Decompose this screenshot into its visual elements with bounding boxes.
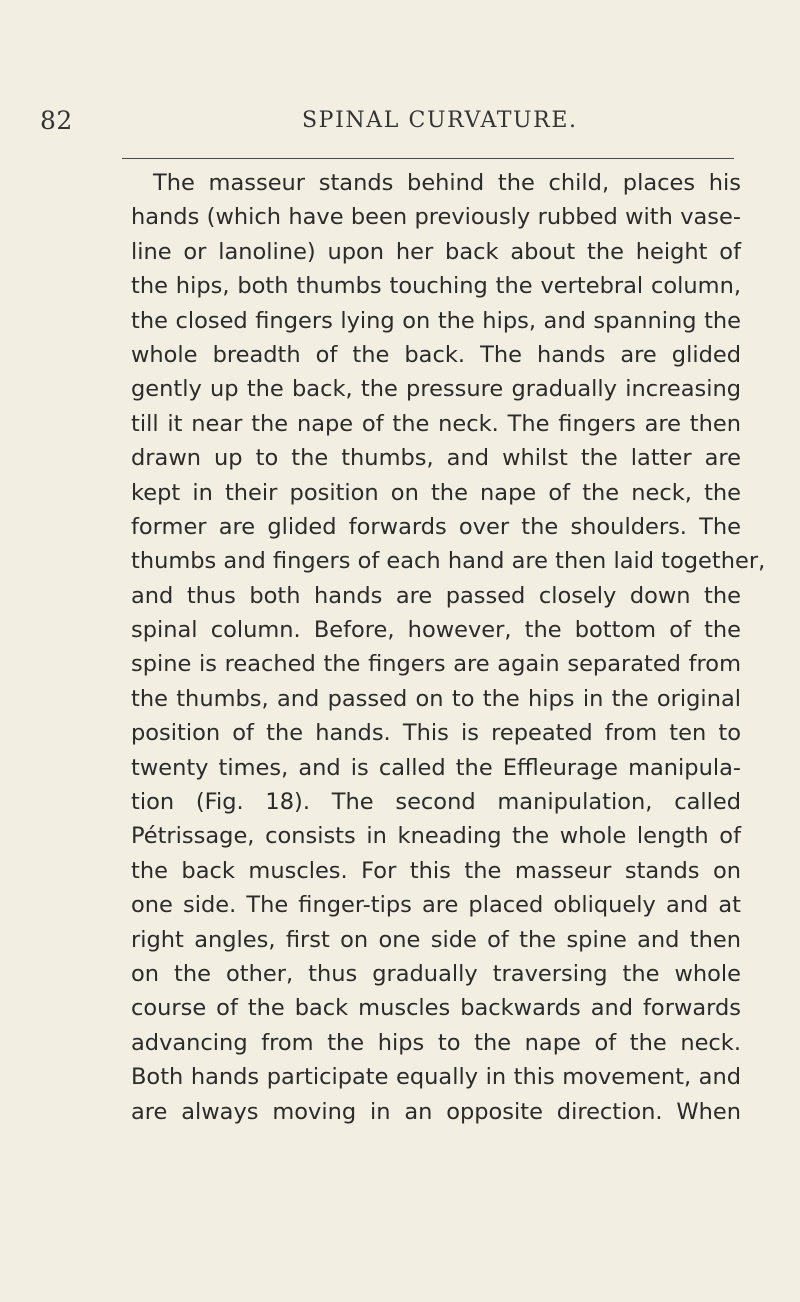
text-line: are always moving in an opposite direction. When xyxy=(131,1098,741,1125)
text-line: on the other, thus gradually traversing the whole xyxy=(131,960,741,987)
text-line: and thus both hands are passed closely down the xyxy=(131,582,741,609)
body-paragraph xyxy=(131,166,766,1129)
text-line: The masseur stands behind the child, places his xyxy=(153,170,741,196)
text-line: the back muscles. For this the masseur stands on xyxy=(131,857,741,884)
running-title: SPINAL CURVATURE. xyxy=(302,108,578,133)
text-line: thumbs and fingers of each hand are then laid together, xyxy=(131,548,766,575)
text-line: one side. The finger-tips are placed obliquely and at xyxy=(131,892,741,919)
page-number: 82 xyxy=(40,106,73,135)
text-line: right angles, first on one side of the spine and then xyxy=(131,926,741,953)
text-line: line or lanoline) upon her back about the height of xyxy=(131,238,741,265)
text-line: Pétrissage, consists in kneading the whole length of xyxy=(131,823,741,850)
text-line: advancing from the hips to the nape of the neck. xyxy=(131,1029,741,1056)
text-line: tion (Fig. 18). The second manipulation, called xyxy=(131,789,741,816)
header-rule xyxy=(122,158,734,159)
text-line: whole breadth of the back. The hands are glided xyxy=(131,341,741,368)
text-line: gently up the back, the pressure gradually increasing xyxy=(131,376,741,403)
text-line: Both hands participate equally in this movement, and xyxy=(131,1064,741,1091)
text-line: hands (which have been previously rubbed with vase- xyxy=(131,204,741,231)
text-line: the hips, both thumbs touching the vertebral column, xyxy=(131,273,741,300)
text-line: spine is reached the fingers are again separated from xyxy=(131,651,741,678)
text-line: drawn up to the thumbs, and whilst the latter are xyxy=(131,445,741,472)
text-line: twenty times, and is called the Effleurage manipula- xyxy=(131,754,741,781)
text-line: position of the hands. This is repeated from ten to xyxy=(131,720,741,747)
text-line: the thumbs, and passed on to the hips in the original xyxy=(131,685,741,712)
text-line: course of the back muscles backwards and forwards xyxy=(131,995,741,1022)
text-line: the closed fingers lying on the hips, and spanning the xyxy=(131,307,741,334)
text-line: spinal column. Before, however, the bottom of the xyxy=(131,617,741,644)
text-line: till it near the nape of the neck. The fingers are then xyxy=(131,410,741,437)
text-line: kept in their position on the nape of the neck, the xyxy=(131,479,741,506)
page-header xyxy=(0,106,800,146)
text-line: former are glided forwards over the shoulders. The xyxy=(131,513,741,540)
